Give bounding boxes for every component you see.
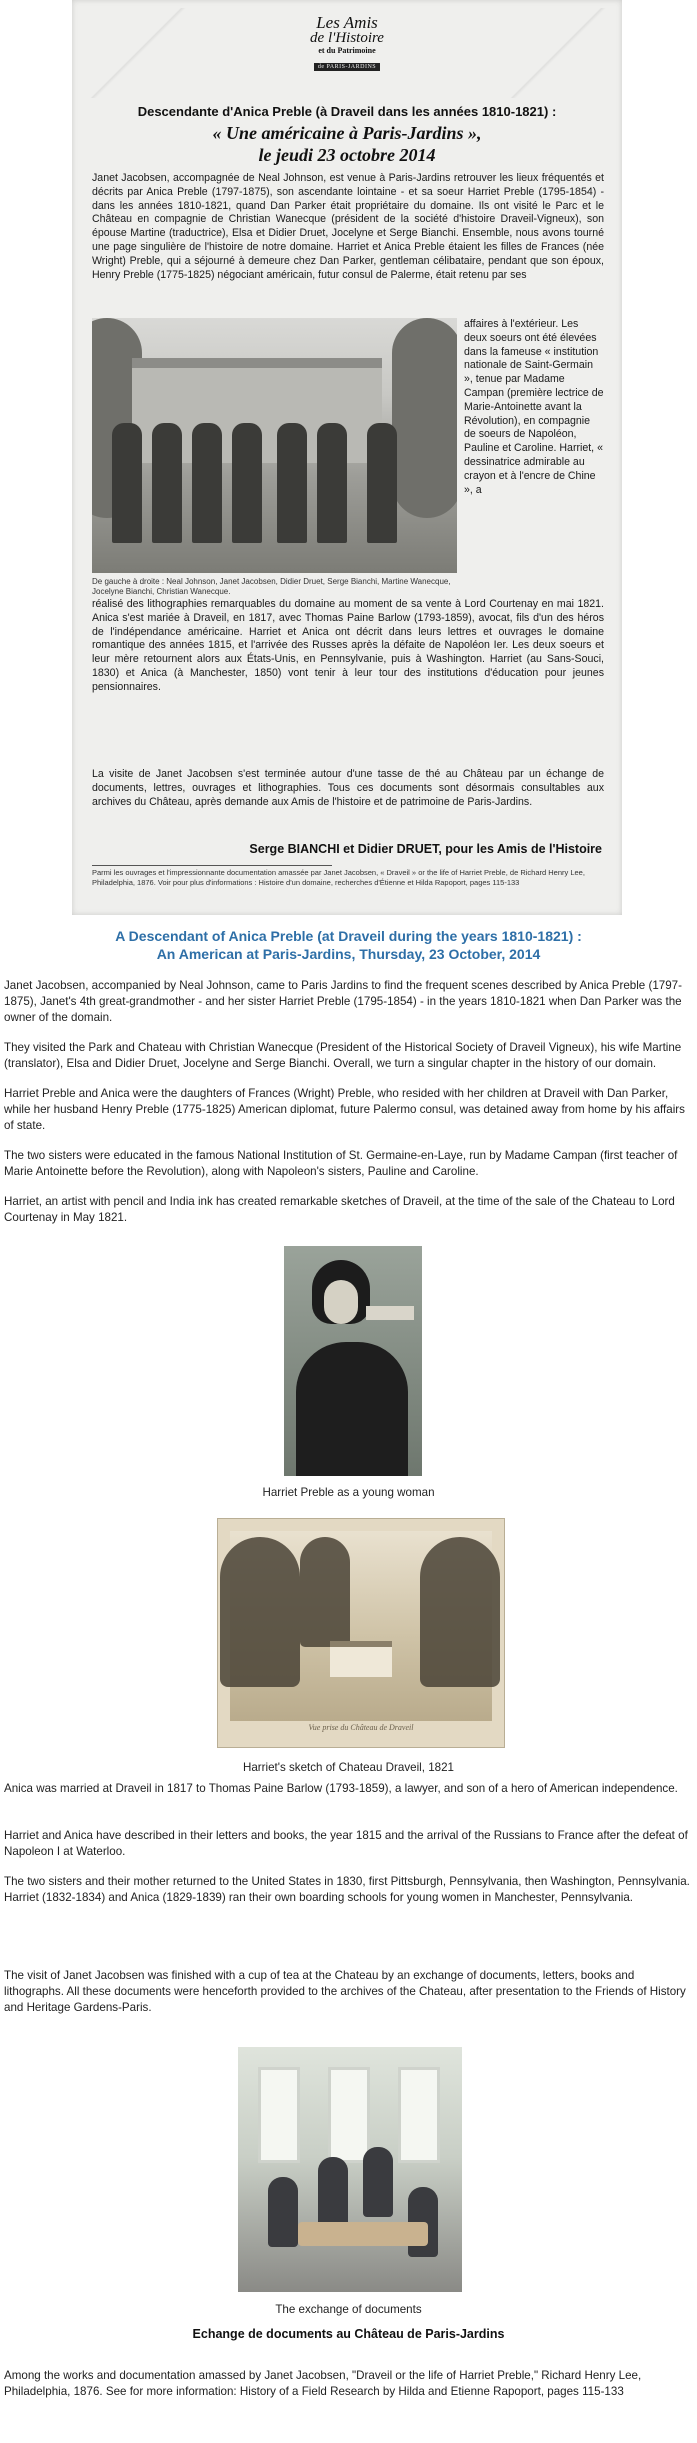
photo-person — [152, 423, 182, 543]
photo-person — [363, 2147, 393, 2217]
chateau-sketch-image — [217, 1518, 505, 1748]
title-line: A Descendant of Anica Preble (at Draveil during the years 1810-1821) : — [115, 928, 582, 944]
logo-line: Les Amis — [316, 13, 378, 32]
title-line: An American at Paris-Jardins, Thursday, 23 October, 2014 — [156, 946, 541, 962]
french-right-column: affaires à l'extérieur. Les deux soeurs ont été élevées dans la fameuse « institution nationale de Saint-Germain », tenue par Madame Campan (première lectrice de Marie-Antoinette avant la Révolution), en compagnie de soeurs de Napoléon, Pauline et Caroline. Harriet, « dessinatrice admirable au crayon et à l'encre de Chine », a — [464, 318, 604, 496]
photo-tree — [392, 318, 457, 518]
english-paragraph: Janet Jacobsen, accompanied by Neal Johnson, came to Paris Jardins to find the frequent scenes described by Anica Preble (1797-1875), Janet's 4th great-grandmother - and her sister Harriet Preble (1795-1854) - in the years 1810-1821 when Dan Parker was the owner of the domain. — [4, 979, 682, 1024]
photo-person — [192, 423, 222, 543]
logo-line: de l'Histoire — [310, 30, 384, 46]
photo-table — [298, 2222, 428, 2246]
french-footnote: Parmi les ouvrages et l'impressionnante documentation amassée par Janet Jacobsen, « Draveil » or the life of Harriet Preble, de Richard Henry Lee, Philadelphia, 1876. Voir pour plus d'informations : Histoire d'un domaine, recherches d'Étienne et Hilda Rapoport, pages 115-133 — [92, 868, 585, 887]
french-paragraph: La visite de Janet Jacobsen s'est terminée autour d'une tasse de thé au Château par un échange de documents, lettres, ouvrages et lithographies. Tous ces documents sont désormais consultables aux archives du Château, après demande aux Amis de l'histoire et de patrimoine de Paris-Jardins. — [92, 768, 604, 808]
logo-line: et du Patrimoine — [318, 46, 376, 55]
portrait-image — [284, 1246, 422, 1476]
sketch-tree — [300, 1537, 350, 1647]
photo-person — [277, 423, 307, 543]
french-meeting-caption: Echange de documents au Château de Paris-Jardins — [192, 2327, 505, 2341]
english-paragraph: Harriet Preble and Anica were the daughters of Frances (Wright) Preble, who resided with her children at Draveil with Dan Parker, while her husband Henry Preble (1775-1825) American diplomat, future Palermo consul, was detained away from home by his affairs of state. — [4, 1087, 685, 1132]
sketch-tree — [220, 1537, 300, 1687]
photo-window — [328, 2067, 370, 2163]
french-heading: Descendante d'Anica Preble (à Draveil dans les années 1810-1821) : — [137, 104, 557, 119]
sketch-chateau — [330, 1641, 392, 1677]
logo-banner: de PARIS-JARDINS — [314, 63, 380, 71]
english-title — [0, 927, 697, 963]
watermark-shape — [502, 8, 612, 98]
photo-caption: De gauche à droite : Neal Johnson, Janet Jacobsen, Didier Druet, Serge Bianchi, Martine Wanecque, Jocelyne Bianchi, Christian Wanecque. — [92, 577, 451, 596]
sketch-plate — [230, 1531, 492, 1721]
photo-person — [318, 2157, 348, 2227]
subheading-line: « Une américaine à Paris-Jardins », — [212, 123, 482, 143]
group-photo — [92, 318, 457, 573]
sketch-caption: Harriet's sketch of Chateau Draveil, 1821 — [242, 1761, 454, 1774]
portrait-label — [366, 1306, 414, 1320]
french-paragraph: Janet Jacobsen, accompagnée de Neal Johnson, est venue à Paris-Jardins retrouver les lieux fréquentés et décrits par Anica Preble (1797-1875), son ascendante lointaine - et sa soeur Harriet Preble (1795-1854) - dans les années 1810-1821, quand Dan Parker était propriétaire du domaine. Ils ont visité le Parc et le Château en compagnie de Christian Wanecque (président de la société d'histoire Draveil-Vigneux), son épouse Martine (traductrice), Elsa et Didier Druet, Jocelyne et Serge Bianchi. Ensemble, nous avons tourné une page singulière de l'histoire de notre domaine. Harriet et Anica Preble étaient les filles de Frances (née Wright) Preble, qui a séjourné à demeure chez Dan Parker, gentleman célibataire, pendant que son époux, Henry Preble (1775-1825) négociant américain, futur consul de Palerme, était retenu par ses — [92, 172, 604, 281]
portrait-face — [324, 1280, 358, 1324]
signature: Serge BIANCHI et Didier DRUET, pour les Amis de l'Histoire — [249, 842, 602, 856]
french-subheading — [92, 122, 602, 166]
subheading-line: le jeudi 23 octobre 2014 — [258, 145, 436, 165]
photo-person — [367, 423, 397, 543]
photo-window — [398, 2067, 440, 2163]
english-paragraph: The two sisters and their mother returned to the United States in 1830, first Pittsburgh, Pennsylvania, then Washington, Pennsylvania. Harriet (1832-1834) and Anica (1829-1839) ran their own boarding schools for young women in Manchester, Pennsylvania. — [4, 1875, 690, 1904]
meeting-photo — [238, 2047, 462, 2292]
english-paragraph: Anica was married at Draveil in 1817 to Thomas Paine Barlow (1793-1859), a lawyer, and son of a hero of American independence. — [4, 1782, 678, 1795]
portrait-dress — [296, 1342, 408, 1476]
watermark-shape — [82, 8, 192, 98]
english-paragraph: They visited the Park and Chateau with Christian Wanecque (President of the Historical Society of Draveil Vigneux), his wife Martine (translator), Elsa and Didier Druet, Jocelyne and Serge Bianchi. Overall, we turn a singular chapter in the history of our domain. — [4, 1041, 682, 1070]
english-paragraph: Among the works and documentation amassed by Janet Jacobsen, "Draveil or the life of Harriet Preble," Richard Henry Lee, Philadelphia, 1876. See for more information: History of a Field Research by Hilda and Etienne Rapoport, pages 115-133 — [4, 2369, 642, 2398]
portrait-caption: Harriet Preble as a young woman — [262, 1486, 435, 1499]
photo-person — [112, 423, 142, 543]
scanned-newsletter-page — [72, 0, 622, 915]
footnote-rule — [92, 865, 332, 866]
photo-person — [268, 2177, 298, 2247]
english-paragraph: The visit of Janet Jacobsen was finished with a cup of tea at the Chateau by an exchange of documents, letters, books and lithographs. All these documents were henceforth provided to the archives of the Chateau, after presentation to the Friends of History and Heritage Gardens-Paris. — [4, 1969, 686, 2014]
photo-person — [232, 423, 262, 543]
english-paragraph: Harriet and Anica have described in their letters and books, the year 1815 and the arrival of the Russians to France after the defeat of Napoleon I at Waterloo. — [4, 1829, 688, 1858]
photo-person — [317, 423, 347, 543]
english-paragraph: Harriet, an artist with pencil and India ink has created remarkable sketches of Draveil, at the time of the sale of the Chateau to Lord Courtenay in May 1821. — [4, 1195, 675, 1224]
sketch-inscription: Vue prise du Château de Draveil — [308, 1723, 414, 1732]
association-logo — [297, 14, 397, 73]
sketch-tree — [420, 1537, 500, 1687]
english-paragraph: The two sisters were educated in the famous National Institution of St. Germaine-en-Laye, run by Madame Campan (first teacher of Marie Antoinette before the Revolution), along with Napoleon's sisters, Pauline and Caroline. — [4, 1149, 678, 1178]
french-paragraph: réalisé des lithographies remarquables du domaine au moment de sa vente à Lord Courtenay en mai 1821. Anica s'est mariée à Draveil, en 1817, avec Thomas Paine Barlow (1793-1859), avocat, fils d'un des héros de l'indépendance américaine. Harriet et Anica ont décrit dans leurs lettres et ouvrages le domaine romantique des années 1815, et l'arrivée des Russes après la défaite de Napoléon Ier. Les deux soeurs et leur mère retournent alors aux États-Unis, en Pennsylvanie, puis à Washington. Harriet (au Sans-Souci, 1830) et Anica (à Manchester, 1850) vont tenir à leur tour des institutions d'éducation pour jeunes pensionnaires. — [92, 598, 604, 693]
photo-window — [258, 2067, 300, 2163]
meeting-caption: The exchange of documents — [275, 2303, 422, 2316]
